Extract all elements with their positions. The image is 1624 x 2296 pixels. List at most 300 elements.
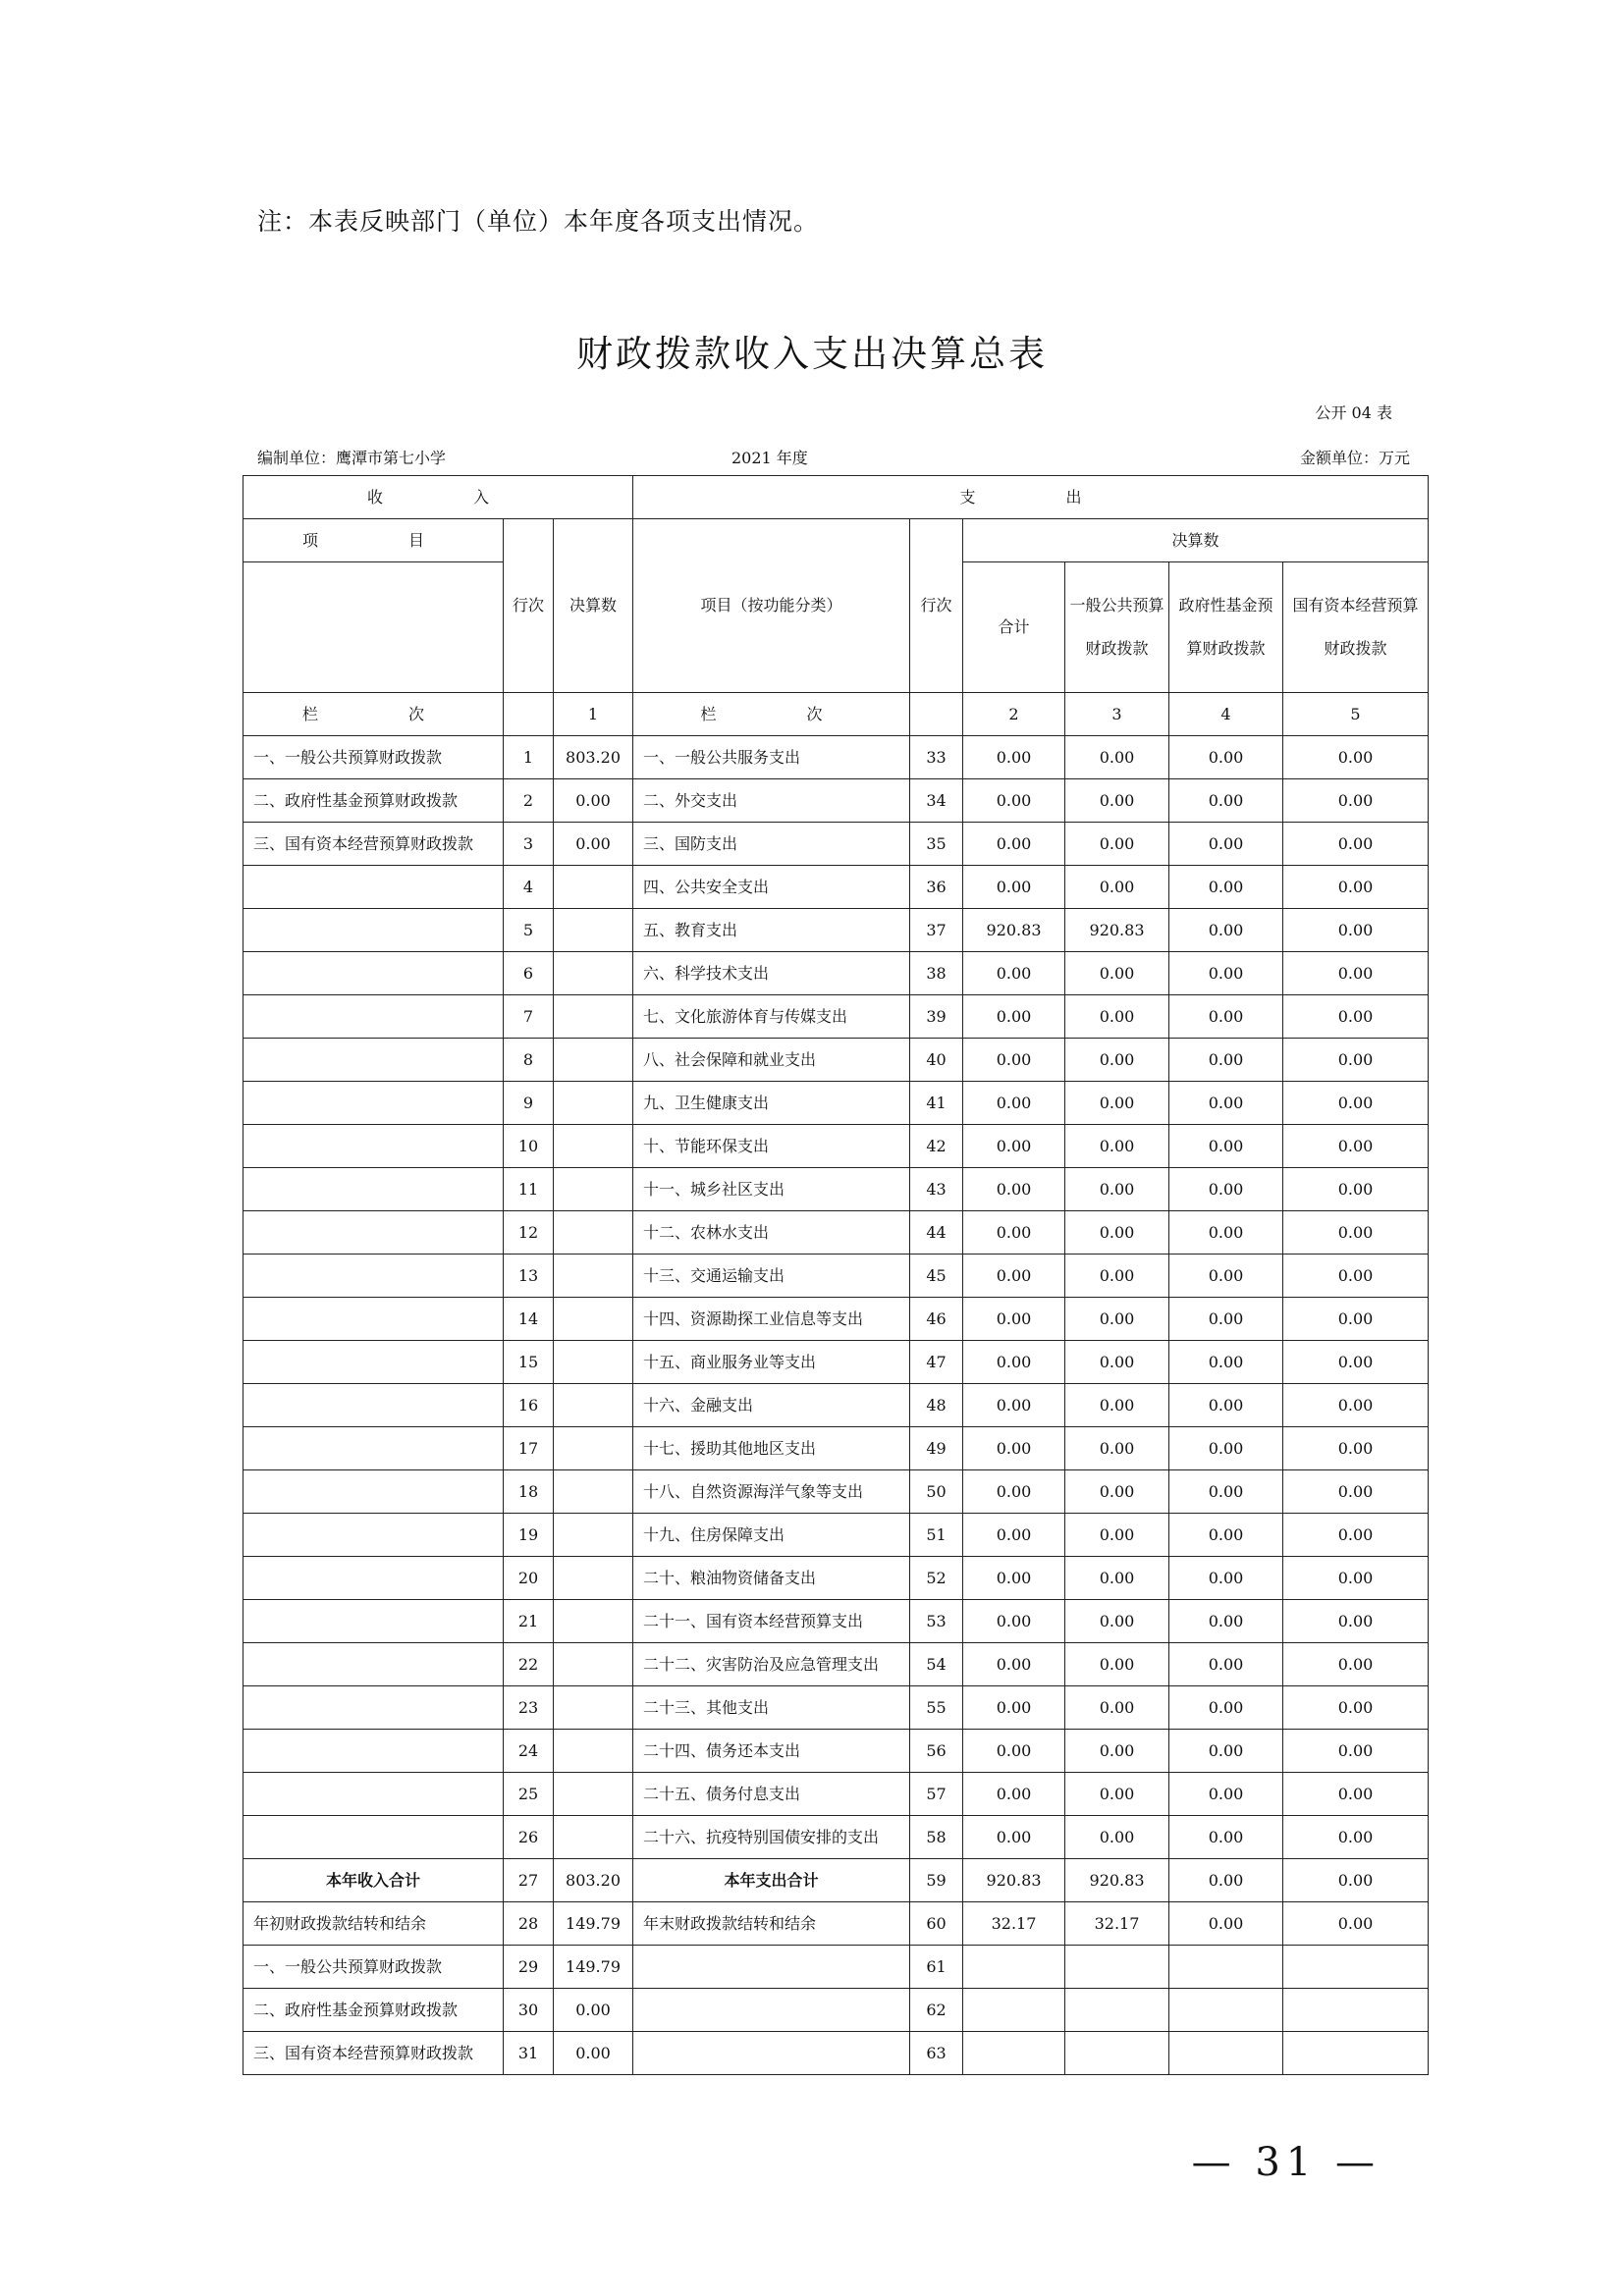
- total-header: 合计: [963, 562, 1065, 693]
- income-row-no: 9: [504, 1082, 554, 1125]
- expense-general: 0.00: [1065, 1730, 1169, 1773]
- income-row-no: 23: [504, 1686, 554, 1730]
- income-row-no: 3: [504, 823, 554, 866]
- expense-row-no: 42: [910, 1125, 963, 1168]
- expense-item: [633, 2032, 910, 2075]
- table-row: [244, 2032, 1429, 2075]
- expense-total: [963, 1989, 1065, 2032]
- income-amount: [554, 1082, 633, 1125]
- expense-total: 0.00: [963, 823, 1065, 866]
- expense-item: 八、社会保障和就业支出: [633, 1039, 910, 1082]
- final-header: 决算数: [963, 519, 1429, 562]
- income-row-no: 12: [504, 1211, 554, 1255]
- income-item: [244, 1341, 504, 1384]
- expense-soe: 0.00: [1283, 1859, 1429, 1902]
- expense-soe: 0.00: [1283, 1643, 1429, 1686]
- expense-total: 0.00: [963, 1168, 1065, 1211]
- income-row-no: 22: [504, 1643, 554, 1686]
- income-item: [244, 1773, 504, 1816]
- income-amount: [554, 1686, 633, 1730]
- expense-total: [963, 2032, 1065, 2075]
- income-row-no: 2: [504, 779, 554, 823]
- expense-soe: [1283, 1946, 1429, 1989]
- table-row: [244, 1255, 1429, 1298]
- income-item: [244, 1730, 504, 1773]
- income-amount: [554, 1730, 633, 1773]
- expense-row-no: 33: [910, 736, 963, 779]
- table-row: [244, 1816, 1429, 1859]
- amount-header: 决算数: [554, 519, 633, 693]
- expense-general: 0.00: [1065, 1211, 1169, 1255]
- expense-row-no: 53: [910, 1600, 963, 1643]
- income-item: 二、政府性基金预算财政拨款: [244, 1989, 504, 2032]
- income-item: 一、一般公共预算财政拨款: [244, 1946, 504, 1989]
- expense-general: 0.00: [1065, 1255, 1169, 1298]
- expense-total: 0.00: [963, 736, 1065, 779]
- expense-item: 十九、住房保障支出: [633, 1514, 910, 1557]
- expense-row-no: 41: [910, 1082, 963, 1125]
- expense-general: 0.00: [1065, 1470, 1169, 1514]
- expense-fund: [1169, 1989, 1283, 2032]
- income-amount: 149.79: [554, 1946, 633, 1989]
- expense-soe: 0.00: [1283, 952, 1429, 995]
- expense-soe: 0.00: [1283, 1470, 1429, 1514]
- table-note: 注：本表反映部门（单位）本年度各项支出情况。: [257, 207, 820, 236]
- expense-row-no: 46: [910, 1298, 963, 1341]
- income-amount: 803.20: [554, 736, 633, 779]
- expense-fund: [1169, 1946, 1283, 1989]
- income-amount: [554, 1773, 633, 1816]
- expense-general: 0.00: [1065, 1514, 1169, 1557]
- income-item: [244, 1816, 504, 1859]
- expense-general: 0.00: [1065, 1125, 1169, 1168]
- expense-total: 0.00: [963, 1082, 1065, 1125]
- income-row-no: 11: [504, 1168, 554, 1211]
- income-row-no: 19: [504, 1514, 554, 1557]
- expense-fund: 0.00: [1169, 1255, 1283, 1298]
- expense-soe: 0.00: [1283, 1082, 1429, 1125]
- expense-fund: 0.00: [1169, 952, 1283, 995]
- expense-soe: 0.00: [1283, 1427, 1429, 1470]
- expense-soe: 0.00: [1283, 866, 1429, 909]
- expense-general: 0.00: [1065, 736, 1169, 779]
- expense-soe: 0.00: [1283, 1600, 1429, 1643]
- expense-fund: 0.00: [1169, 823, 1283, 866]
- col-3: 3: [1065, 693, 1169, 736]
- table-row: [244, 1600, 1429, 1643]
- page-number: — 31 —: [1191, 2140, 1380, 2185]
- income-amount: [554, 1643, 633, 1686]
- expense-soe: 0.00: [1283, 1298, 1429, 1341]
- expense-fund: 0.00: [1169, 1557, 1283, 1600]
- table-row: [244, 1341, 1429, 1384]
- income-row-no: 15: [504, 1341, 554, 1384]
- table-row: [244, 1730, 1429, 1773]
- expense-total: 0.00: [963, 1384, 1065, 1427]
- expense-row-no: 37: [910, 909, 963, 952]
- expense-row-no: 62: [910, 1989, 963, 2032]
- expense-total: 920.83: [963, 909, 1065, 952]
- expense-total: 0.00: [963, 1557, 1065, 1600]
- table-row: [244, 1082, 1429, 1125]
- expense-fund: 0.00: [1169, 1730, 1283, 1773]
- income-row-no: 21: [504, 1600, 554, 1643]
- income-amount: [554, 1600, 633, 1643]
- expense-row-no: 44: [910, 1211, 963, 1255]
- budget-table: [243, 475, 1429, 2075]
- income-row-no: 4: [504, 866, 554, 909]
- expense-soe: 0.00: [1283, 1514, 1429, 1557]
- table-row: [244, 823, 1429, 866]
- income-amount: 0.00: [554, 2032, 633, 2075]
- income-amount: [554, 1341, 633, 1384]
- expense-general: 0.00: [1065, 1773, 1169, 1816]
- income-item: 三、国有资本经营预算财政拨款: [244, 2032, 504, 2075]
- expense-row-no: 34: [910, 779, 963, 823]
- expense-row-no: 35: [910, 823, 963, 866]
- expense-general: 0.00: [1065, 1600, 1169, 1643]
- expense-fund: 0.00: [1169, 736, 1283, 779]
- income-amount: [554, 1211, 633, 1255]
- expense-fund: 0.00: [1169, 779, 1283, 823]
- expense-total: 0.00: [963, 1470, 1065, 1514]
- table-row: [244, 952, 1429, 995]
- expense-row-no: 36: [910, 866, 963, 909]
- income-row-no: 24: [504, 1730, 554, 1773]
- fiscal-year: 2021 年度: [731, 449, 808, 467]
- func-item-header: 项目（按功能分类）: [633, 519, 910, 693]
- table-row: [244, 1686, 1429, 1730]
- col-1: 1: [554, 693, 633, 736]
- expense-row-no: 59: [910, 1859, 963, 1902]
- expense-header: 支 出: [633, 476, 1429, 519]
- expense-item: [633, 1946, 910, 1989]
- income-amount: 803.20: [554, 1859, 633, 1902]
- income-amount: [554, 1384, 633, 1427]
- expense-total: 0.00: [963, 1255, 1065, 1298]
- expense-soe: 0.00: [1283, 1341, 1429, 1384]
- money-unit: 金额单位：万元: [1299, 449, 1410, 467]
- expense-item: 年末财政拨款结转和结余: [633, 1902, 910, 1946]
- income-row-no: 13: [504, 1255, 554, 1298]
- expense-total: 32.17: [963, 1902, 1065, 1946]
- table-row: [244, 1989, 1429, 2032]
- income-item: 二、政府性基金预算财政拨款: [244, 779, 504, 823]
- expense-total: 0.00: [963, 1039, 1065, 1082]
- income-row-no: 30: [504, 1989, 554, 2032]
- expense-total: 0.00: [963, 1730, 1065, 1773]
- income-item: [244, 1082, 504, 1125]
- expense-fund: 0.00: [1169, 1816, 1283, 1859]
- expense-soe: 0.00: [1283, 1211, 1429, 1255]
- expense-item: 二十五、债务付息支出: [633, 1773, 910, 1816]
- income-row-no: 10: [504, 1125, 554, 1168]
- expense-fund: 0.00: [1169, 1211, 1283, 1255]
- expense-soe: 0.00: [1283, 1039, 1429, 1082]
- income-row-no: 20: [504, 1557, 554, 1600]
- income-item: [244, 995, 504, 1039]
- expense-item: 十七、援助其他地区支出: [633, 1427, 910, 1470]
- income-row-no: 14: [504, 1298, 554, 1341]
- page-title: 财政拨款收入支出决算总表: [576, 333, 1048, 375]
- table-row: [244, 1211, 1429, 1255]
- income-item: [244, 1125, 504, 1168]
- expense-fund: 0.00: [1169, 1773, 1283, 1816]
- expense-fund: 0.00: [1169, 1039, 1283, 1082]
- income-item: [244, 1384, 504, 1427]
- expense-soe: [1283, 1989, 1429, 2032]
- expense-row-no: 54: [910, 1643, 963, 1686]
- income-item: [244, 1298, 504, 1341]
- expense-fund: 0.00: [1169, 1427, 1283, 1470]
- income-item: [244, 1039, 504, 1082]
- expense-fund: 0.00: [1169, 1168, 1283, 1211]
- income-item: [244, 1643, 504, 1686]
- expense-fund: 0.00: [1169, 1600, 1283, 1643]
- expense-total: 0.00: [963, 1600, 1065, 1643]
- income-item: [244, 1600, 504, 1643]
- col-5: 5: [1283, 693, 1429, 736]
- expense-fund: 0.00: [1169, 1125, 1283, 1168]
- table-row: [244, 909, 1429, 952]
- table-row: [244, 1384, 1429, 1427]
- table-row: [244, 1946, 1429, 1989]
- expense-item: 十四、资源勘探工业信息等支出: [633, 1298, 910, 1341]
- expense-row-no: 45: [910, 1255, 963, 1298]
- table-row: [244, 1039, 1429, 1082]
- expense-item: 六、科学技术支出: [633, 952, 910, 995]
- table-row: [244, 1773, 1429, 1816]
- expense-row-no: 55: [910, 1686, 963, 1730]
- table-row: [244, 866, 1429, 909]
- expense-total: 0.00: [963, 1686, 1065, 1730]
- expense-fund: 0.00: [1169, 1686, 1283, 1730]
- expense-soe: 0.00: [1283, 736, 1429, 779]
- expense-item: 二十三、其他支出: [633, 1686, 910, 1730]
- income-item: [244, 909, 504, 952]
- item-header-blank: [244, 562, 504, 693]
- header-row-1: [244, 476, 1429, 519]
- income-amount: [554, 1557, 633, 1600]
- expense-item: 十八、自然资源海洋气象等支出: [633, 1470, 910, 1514]
- expense-fund: 0.00: [1169, 1082, 1283, 1125]
- expense-soe: 0.00: [1283, 1816, 1429, 1859]
- expense-general: 0.00: [1065, 779, 1169, 823]
- expense-total: 0.00: [963, 1125, 1065, 1168]
- income-row-no: 31: [504, 2032, 554, 2075]
- income-amount: [554, 995, 633, 1039]
- expense-soe: 0.00: [1283, 1730, 1429, 1773]
- income-item: [244, 1168, 504, 1211]
- fund-header: 政府性基金预算财政拨款: [1169, 562, 1283, 693]
- col-blank: [504, 693, 554, 736]
- table-row: [244, 1643, 1429, 1686]
- expense-soe: 0.00: [1283, 1902, 1429, 1946]
- col-label-2: 栏 次: [633, 693, 910, 736]
- income-amount: [554, 909, 633, 952]
- expense-item: 二十四、债务还本支出: [633, 1730, 910, 1773]
- expense-total: 0.00: [963, 1341, 1065, 1384]
- expense-item: 一、一般公共服务支出: [633, 736, 910, 779]
- expense-total: 0.00: [963, 995, 1065, 1039]
- expense-general: 0.00: [1065, 1643, 1169, 1686]
- income-header: 收 入: [244, 476, 633, 519]
- table-row: [244, 995, 1429, 1039]
- expense-soe: 0.00: [1283, 1125, 1429, 1168]
- expense-soe: 0.00: [1283, 823, 1429, 866]
- expense-row-no: 58: [910, 1816, 963, 1859]
- income-row-no: 29: [504, 1946, 554, 1989]
- expense-total: 0.00: [963, 1298, 1065, 1341]
- expense-general: 0.00: [1065, 995, 1169, 1039]
- expense-fund: 0.00: [1169, 909, 1283, 952]
- table-row: [244, 1470, 1429, 1514]
- header-row-2: [244, 519, 1429, 562]
- income-amount: 0.00: [554, 823, 633, 866]
- expense-item: 二十二、灾害防治及应急管理支出: [633, 1643, 910, 1686]
- expense-row-no: 38: [910, 952, 963, 995]
- expense-item: 十一、城乡社区支出: [633, 1168, 910, 1211]
- expense-general: 0.00: [1065, 1298, 1169, 1341]
- expense-general: 0.00: [1065, 823, 1169, 866]
- income-item: [244, 1514, 504, 1557]
- table-row: [244, 1168, 1429, 1211]
- expense-total: 0.00: [963, 866, 1065, 909]
- expense-item: 十、节能环保支出: [633, 1125, 910, 1168]
- expense-fund: 0.00: [1169, 866, 1283, 909]
- expense-total: 0.00: [963, 1643, 1065, 1686]
- expense-soe: 0.00: [1283, 909, 1429, 952]
- column-index-row: [244, 693, 1429, 736]
- expense-general: 0.00: [1065, 1168, 1169, 1211]
- income-item: [244, 1427, 504, 1470]
- expense-total: 0.00: [963, 1427, 1065, 1470]
- income-row-no: 25: [504, 1773, 554, 1816]
- compiling-unit: 编制单位：鹰潭市第七小学: [257, 449, 447, 467]
- expense-general: 0.00: [1065, 1082, 1169, 1125]
- row-no-header: 行次: [504, 519, 554, 693]
- expense-soe: [1283, 2032, 1429, 2075]
- income-amount: [554, 1298, 633, 1341]
- expense-general: [1065, 2032, 1169, 2075]
- income-row-no: 28: [504, 1902, 554, 1946]
- col-blank-2: [910, 693, 963, 736]
- expense-total: 0.00: [963, 1211, 1065, 1255]
- expense-row-no: 52: [910, 1557, 963, 1600]
- expense-general: 920.83: [1065, 1859, 1169, 1902]
- table-row: [244, 736, 1429, 779]
- income-row-no: 16: [504, 1384, 554, 1427]
- income-amount: 149.79: [554, 1902, 633, 1946]
- table-row: [244, 1859, 1429, 1902]
- expense-general: 920.83: [1065, 909, 1169, 952]
- expense-row-no: 56: [910, 1730, 963, 1773]
- col-2: 2: [963, 693, 1065, 736]
- table-row: [244, 1557, 1429, 1600]
- table-row: [244, 1125, 1429, 1168]
- expense-fund: 0.00: [1169, 1298, 1283, 1341]
- income-row-no: 8: [504, 1039, 554, 1082]
- income-amount: 0.00: [554, 779, 633, 823]
- income-amount: 0.00: [554, 1989, 633, 2032]
- table-row: [244, 1298, 1429, 1341]
- expense-soe: 0.00: [1283, 1557, 1429, 1600]
- income-amount: [554, 1470, 633, 1514]
- expense-item: 十六、金融支出: [633, 1384, 910, 1427]
- expense-row-no: 43: [910, 1168, 963, 1211]
- expense-soe: 0.00: [1283, 1384, 1429, 1427]
- income-item: [244, 952, 504, 995]
- expense-item: 二十、粮油物资储备支出: [633, 1557, 910, 1600]
- expense-total: 0.00: [963, 1514, 1065, 1557]
- income-row-no: 6: [504, 952, 554, 995]
- item-header: 项 目: [244, 519, 504, 562]
- expense-general: 0.00: [1065, 1341, 1169, 1384]
- expense-general: 0.00: [1065, 1557, 1169, 1600]
- general-header: 一般公共预算财政拨款: [1065, 562, 1169, 693]
- income-amount: [554, 1168, 633, 1211]
- expense-general: 0.00: [1065, 866, 1169, 909]
- expense-item: [633, 1989, 910, 2032]
- expense-total: 0.00: [963, 779, 1065, 823]
- expense-fund: 0.00: [1169, 1470, 1283, 1514]
- expense-item: 本年支出合计: [633, 1859, 910, 1902]
- expense-general: 0.00: [1065, 952, 1169, 995]
- income-row-no: 17: [504, 1427, 554, 1470]
- expense-fund: 0.00: [1169, 1514, 1283, 1557]
- income-item: 本年收入合计: [244, 1859, 504, 1902]
- income-row-no: 27: [504, 1859, 554, 1902]
- expense-row-no: 39: [910, 995, 963, 1039]
- table-row: [244, 1514, 1429, 1557]
- expense-general: 0.00: [1065, 1384, 1169, 1427]
- income-item: 年初财政拨款结转和结余: [244, 1902, 504, 1946]
- expense-general: 0.00: [1065, 1686, 1169, 1730]
- expense-row-no: 51: [910, 1514, 963, 1557]
- income-amount: [554, 1427, 633, 1470]
- expense-soe: 0.00: [1283, 1168, 1429, 1211]
- expense-soe: 0.00: [1283, 1773, 1429, 1816]
- expense-general: 0.00: [1065, 1427, 1169, 1470]
- expense-item: 十三、交通运输支出: [633, 1255, 910, 1298]
- expense-total: 0.00: [963, 952, 1065, 995]
- expense-fund: 0.00: [1169, 1859, 1283, 1902]
- col-4: 4: [1169, 693, 1283, 736]
- table-row: [244, 779, 1429, 823]
- income-item: [244, 1211, 504, 1255]
- expense-row-no: 47: [910, 1341, 963, 1384]
- income-amount: [554, 1039, 633, 1082]
- expense-item: 五、教育支出: [633, 909, 910, 952]
- expense-row-no: 40: [910, 1039, 963, 1082]
- income-item: 三、国有资本经营预算财政拨款: [244, 823, 504, 866]
- expense-item: 十二、农林水支出: [633, 1211, 910, 1255]
- income-amount: [554, 866, 633, 909]
- table-row: [244, 1427, 1429, 1470]
- expense-total: 920.83: [963, 1859, 1065, 1902]
- expense-item: 二、外交支出: [633, 779, 910, 823]
- expense-fund: 0.00: [1169, 995, 1283, 1039]
- expense-general: [1065, 1989, 1169, 2032]
- table-row: [244, 1902, 1429, 1946]
- income-item: [244, 1470, 504, 1514]
- row-no-header-2: 行次: [910, 519, 963, 693]
- expense-total: 0.00: [963, 1773, 1065, 1816]
- income-amount: [554, 1125, 633, 1168]
- income-item: [244, 866, 504, 909]
- expense-item: 三、国防支出: [633, 823, 910, 866]
- expense-soe: 0.00: [1283, 1686, 1429, 1730]
